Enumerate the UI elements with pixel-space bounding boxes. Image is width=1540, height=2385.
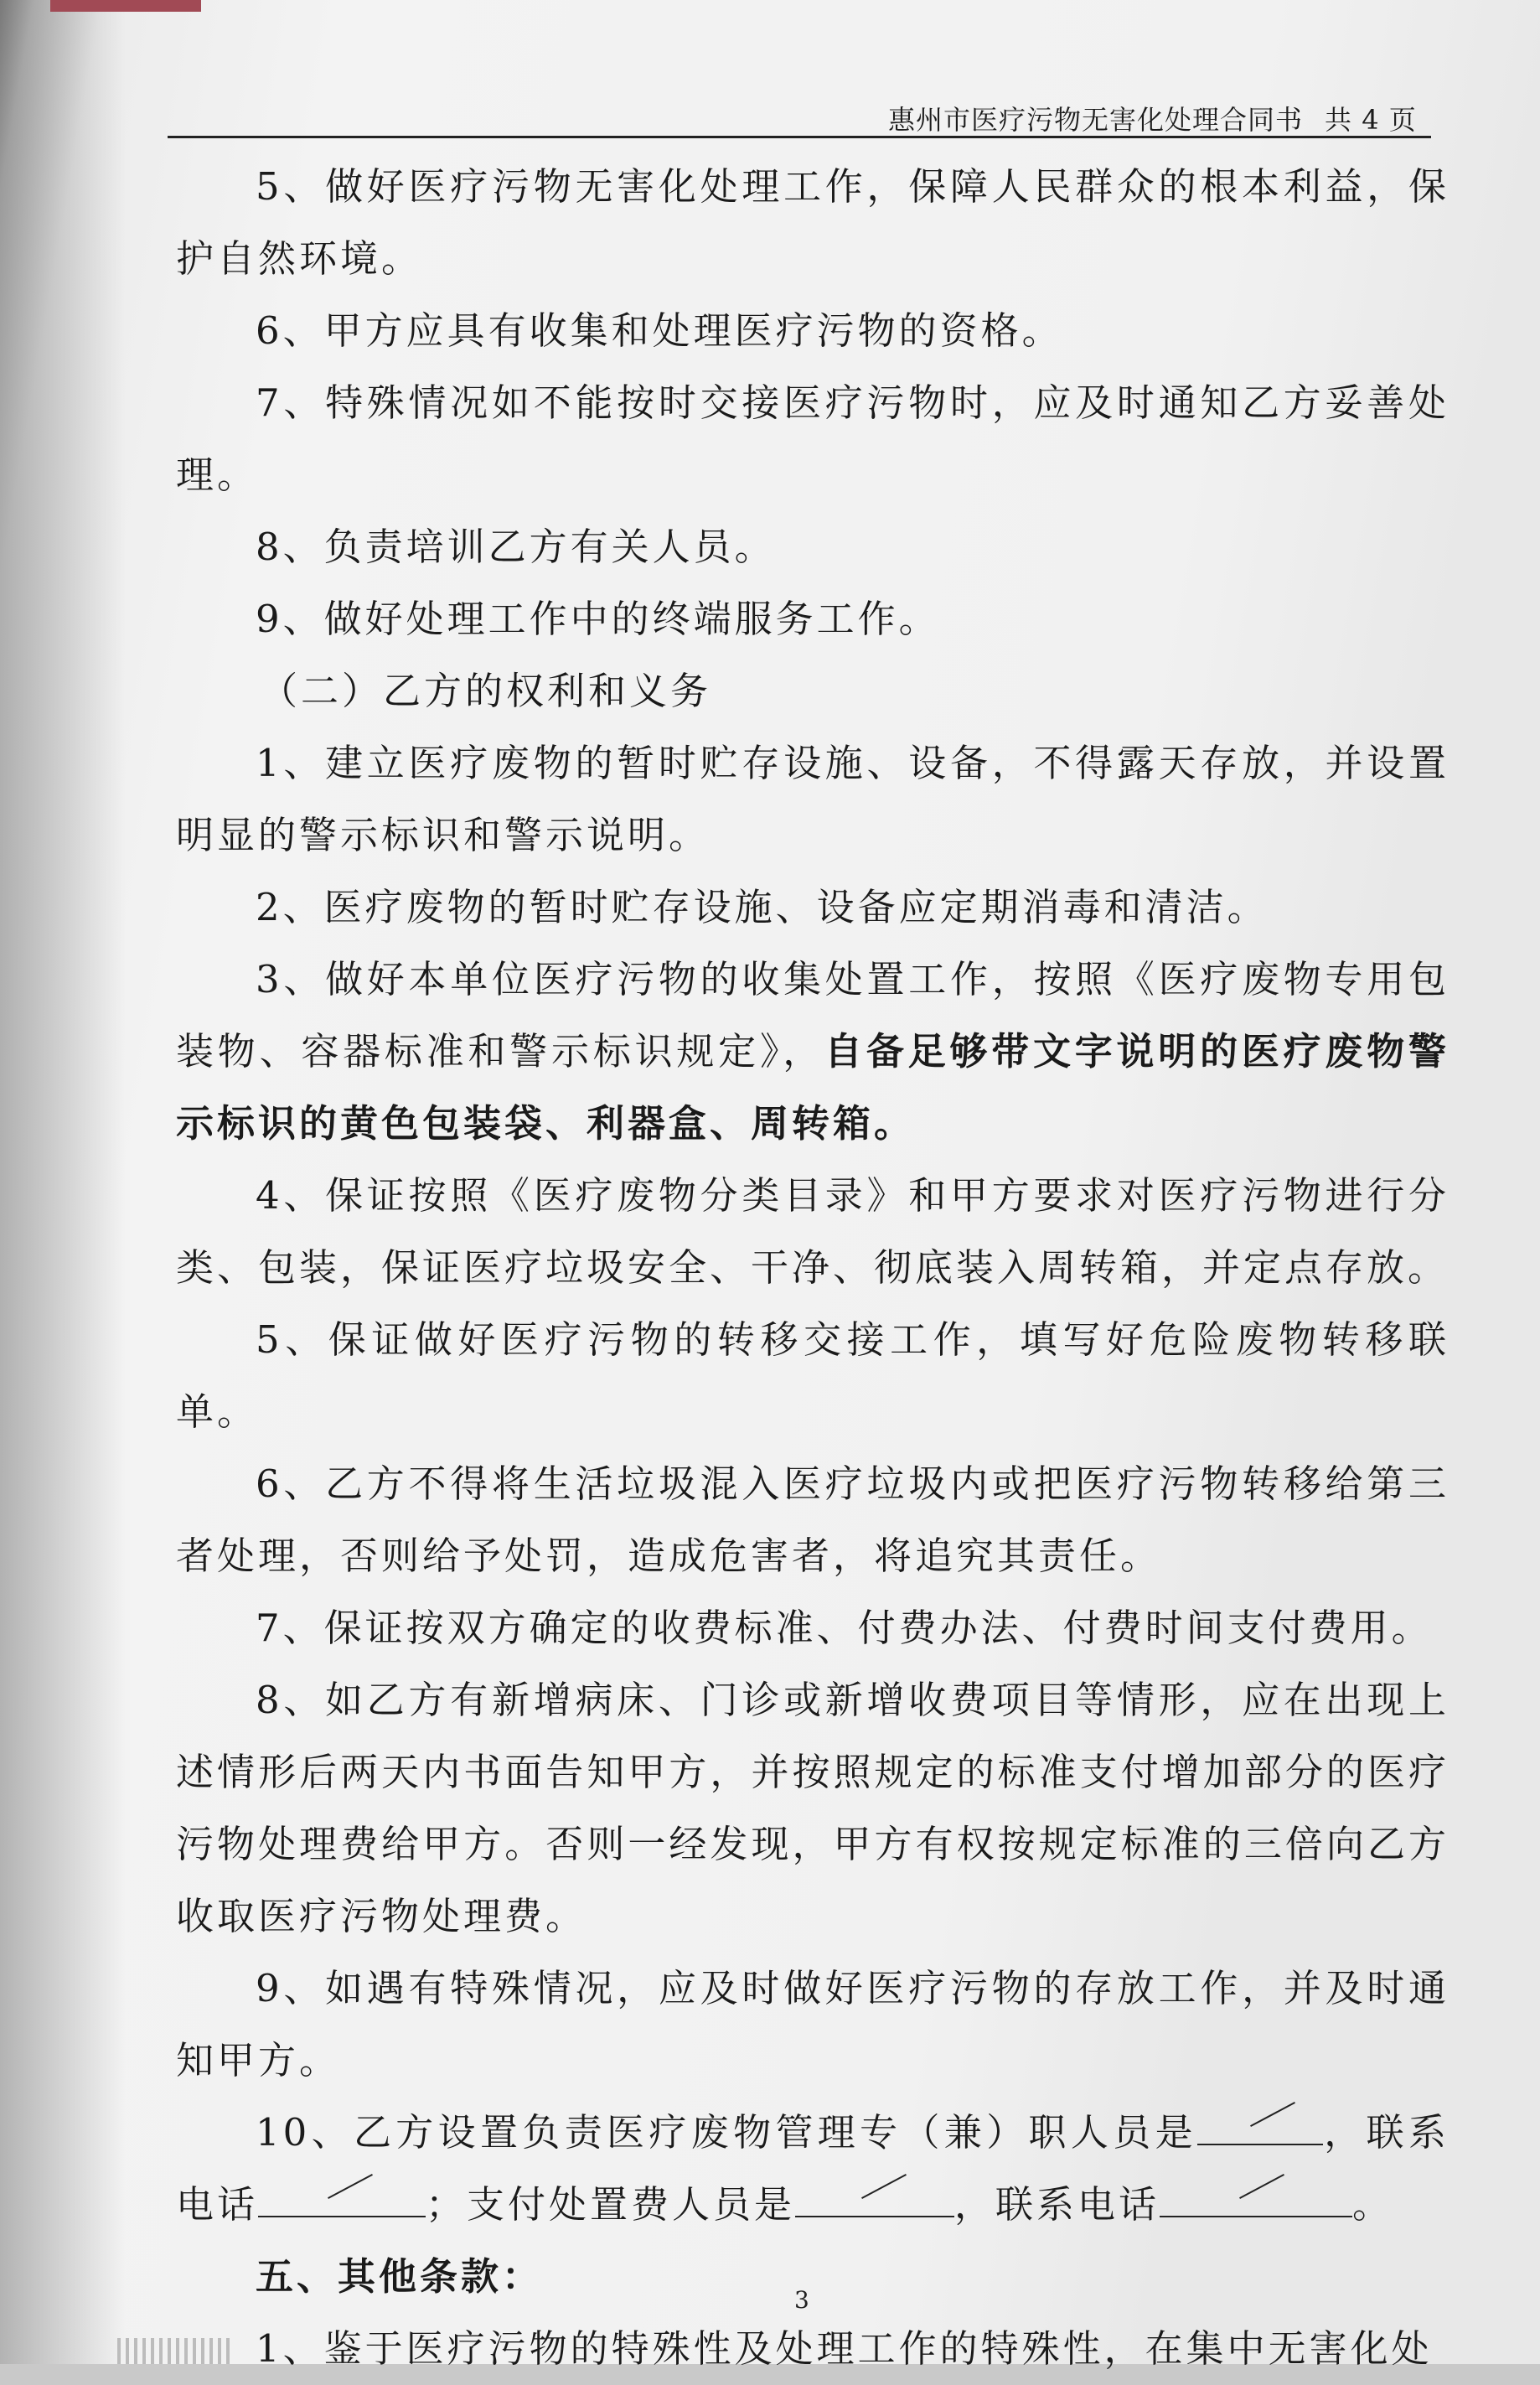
slash-mark bbox=[861, 2174, 907, 2199]
paragraph: 5、做好医疗污物无害化处理工作，保障人民群众的根本利益，保护自然环境。 bbox=[176, 164, 1450, 281]
blank-staff-phone bbox=[258, 2182, 426, 2217]
binding-shadow bbox=[0, 0, 126, 2364]
slash-mark bbox=[328, 2174, 373, 2199]
paragraph-3-text: 3、做好本单位医疗污物的收集处置工作，按照《医疗废物专用包装物、容器标准和警示标识规定》， bbox=[176, 957, 1450, 1074]
paragraph-3 bbox=[176, 944, 1450, 1160]
paragraph: 5、保证做好医疗污物的转移交接工作，填写好危险废物转移联单。 bbox=[176, 1317, 1450, 1434]
page-header bbox=[888, 99, 1417, 137]
page-number: 3 bbox=[794, 2286, 809, 2314]
header-page-count: 共 4 页 bbox=[1325, 104, 1417, 136]
slash-mark bbox=[1239, 2174, 1284, 2199]
section-5-heading: 五、其他条款： bbox=[256, 2254, 544, 2299]
paragraph: 2、医疗废物的暂时贮存设施、设备应定期消毒和清洁。 bbox=[256, 885, 1269, 929]
paragraph: 9、如遇有特殊情况，应及时做好医疗污物的存放工作，并及时通知甲方。 bbox=[176, 1966, 1450, 2082]
paragraph: 7、特殊情况如不能按时交接医疗污物时，应及时通知乙方妥善处理。 bbox=[176, 380, 1450, 497]
paragraph-3-bold-text: 自备足够带文字说明的医疗废物警示标识的黄色包装袋、利器盒、周转箱。 bbox=[176, 1029, 1450, 1146]
paragraph-10 bbox=[176, 2097, 1450, 2241]
paragraph: 9、做好处理工作中的终端服务工作。 bbox=[256, 597, 940, 641]
paragraph: 8、如乙方有新增病床、门诊或新增收费项目等情形，应在出现上述情形后两天内书面告知甲方，并按照规定的标准支付增加部分的医疗污物处理费给甲方。否则一经发现，甲方有权按规定标准的三倍向乙方收取医疗污物处理费。 bbox=[176, 1678, 1450, 1938]
contract-body bbox=[176, 151, 1450, 2385]
p10-text-e: 。 bbox=[1352, 2182, 1394, 2227]
blank-payer-name bbox=[795, 2182, 954, 2217]
paragraph: 8、负责培训乙方有关人员。 bbox=[256, 525, 776, 569]
paragraph: 4、保证按照《医疗废物分类目录》和甲方要求对医疗污物进行分类、包装，保证医疗垃圾安全、干净、彻底装入周转箱，并定点存放。 bbox=[176, 1173, 1450, 1290]
p10-text-b: ，联系电话 bbox=[176, 2110, 1450, 2227]
scan-artifact bbox=[117, 2338, 235, 2364]
p10-text-c: ；支付处置费人员是 bbox=[426, 2182, 796, 2227]
paragraph: 1、建立医疗废物的暂时贮存设施、设备，不得露天存放，并设置明显的警示标识和警示说明。 bbox=[176, 741, 1450, 857]
paragraph: 6、甲方应具有收集和处理医疗污物的资格。 bbox=[256, 308, 1063, 353]
slash-mark bbox=[1250, 2102, 1295, 2127]
p10-text-d: ，联系电话 bbox=[954, 2182, 1160, 2227]
p10-text-a: 10、乙方设置负责医疗废物管理专（兼）职人员是 bbox=[256, 2110, 1197, 2155]
header-title: 惠州市医疗污物无害化处理合同书 bbox=[888, 104, 1304, 136]
header-rule bbox=[168, 136, 1431, 138]
top-edge-mark bbox=[50, 0, 201, 12]
section-heading: （二）乙方的权利和义务 bbox=[260, 669, 712, 713]
blank-staff-name bbox=[1197, 2110, 1323, 2145]
paragraph: 6、乙方不得将生活垃圾混入医疗垃圾内或把医疗污物转移给第三者处理，否则给予处罚，造成危害者，将追究其责任。 bbox=[176, 1462, 1450, 1578]
paragraph: 1、鉴于医疗污物的特殊性及处理工作的特殊性，在集中无害化处 bbox=[256, 2326, 1433, 2371]
blank-payer-phone bbox=[1160, 2182, 1352, 2217]
paragraph: 7、保证按双方确定的收费标准、付费办法、付费时间支付费用。 bbox=[256, 1606, 1433, 1650]
